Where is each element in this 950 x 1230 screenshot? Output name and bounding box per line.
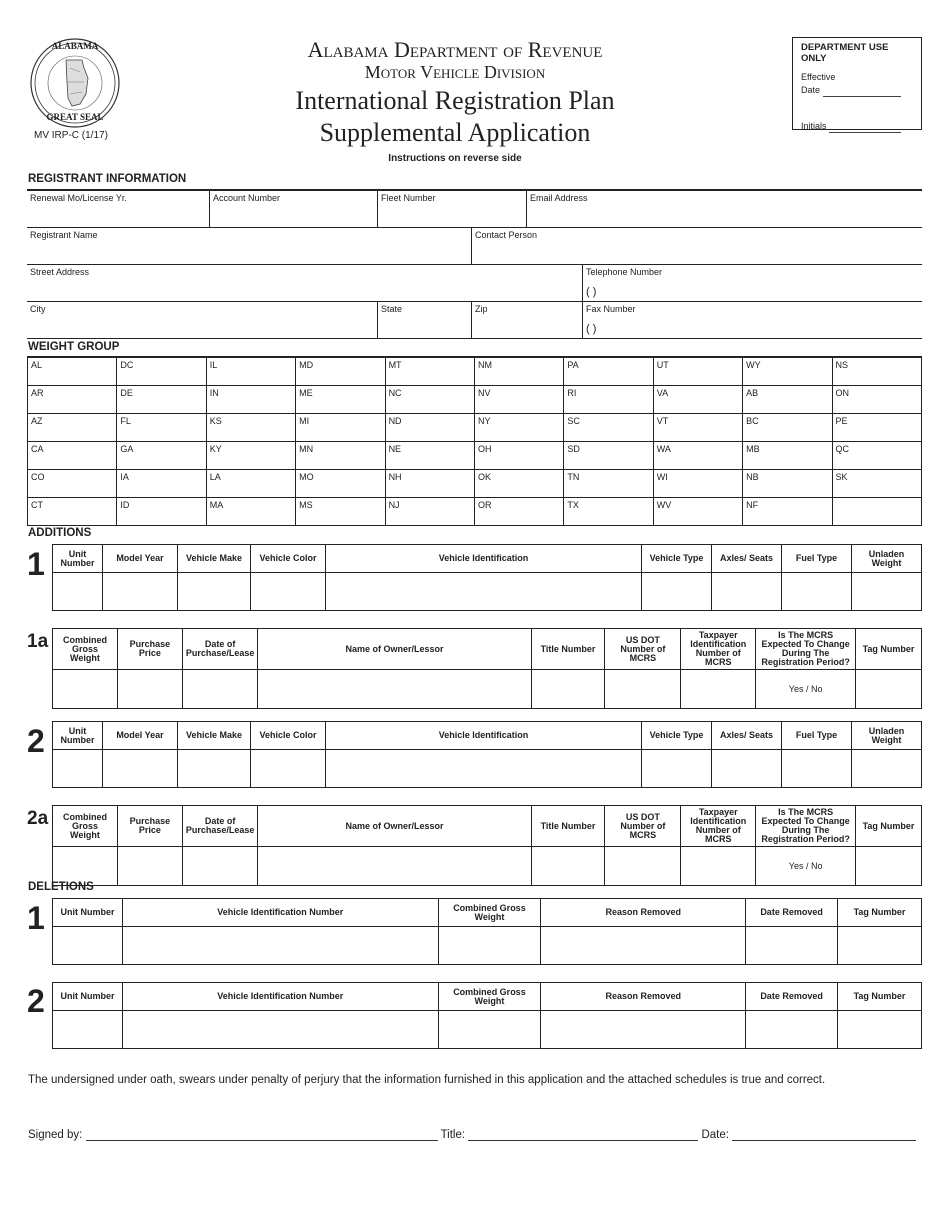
weight-group-cell[interactable]: WY xyxy=(743,358,832,386)
vehicle-column-header: Vehicle Type xyxy=(642,545,712,573)
vehicle-column-header: Axles/ Seats xyxy=(712,722,782,750)
city-label: City xyxy=(30,304,46,314)
street-address-field[interactable] xyxy=(27,264,583,302)
owner-input-cell[interactable] xyxy=(117,670,182,709)
weight-group-cell[interactable]: FL xyxy=(117,414,206,442)
deletions-section-title: DELETIONS xyxy=(28,881,94,893)
fleet-label: Fleet Number xyxy=(381,193,436,203)
city-field[interactable] xyxy=(27,301,378,339)
weight-group-cell[interactable]: MT xyxy=(385,358,474,386)
deletion-column-header: Tag Number xyxy=(838,899,922,927)
weight-group-cell[interactable]: TN xyxy=(564,470,653,498)
renewal-license-field[interactable] xyxy=(27,190,210,228)
deletion-input-cell[interactable] xyxy=(53,927,123,965)
vin-input-boxes[interactable] xyxy=(326,573,642,611)
vehicle-input-cell[interactable] xyxy=(642,573,712,611)
vehicle-column-header: Unit Number xyxy=(53,545,103,573)
owner-input-cell[interactable] xyxy=(856,847,922,886)
owner-input-cell[interactable] xyxy=(182,847,258,886)
weight-group-cell[interactable]: KS xyxy=(206,414,295,442)
deletion-column-header: Reason Removed xyxy=(541,899,746,927)
owner-column-header: Purchase Price xyxy=(117,629,182,670)
weight-group-cell[interactable]: OR xyxy=(474,498,563,526)
owner-input-cell[interactable] xyxy=(117,847,182,886)
vehicle-column-header: Unladen Weight xyxy=(852,722,922,750)
deletion-column-header: Vehicle Identification Number xyxy=(122,983,438,1011)
weight-group-cell[interactable]: SD xyxy=(564,442,653,470)
owner-input-cell[interactable] xyxy=(681,670,756,709)
deletion-input-cell[interactable] xyxy=(438,927,541,965)
deletion-input-cell[interactable] xyxy=(541,1011,746,1049)
weight-group-cell[interactable]: NH xyxy=(385,470,474,498)
owner-column-header: Is The MCRS Expected To Change During The Registration Period? xyxy=(756,806,856,847)
owner-column-header: Date of Purchase/Lease xyxy=(182,806,258,847)
owner-column-header: Combined Gross Weight xyxy=(53,806,118,847)
weight-group-cell[interactable]: MB xyxy=(743,442,832,470)
effective-label: Effective xyxy=(801,72,836,82)
owner-input-cell[interactable] xyxy=(258,847,531,886)
vehicle-input-cell[interactable] xyxy=(178,573,251,611)
weight-group-cell[interactable]: KY xyxy=(206,442,295,470)
owner-column-header: Title Number xyxy=(531,806,605,847)
weight-group-cell[interactable]: MO xyxy=(296,470,385,498)
weight-group-cell[interactable]: AB xyxy=(743,386,832,414)
vehicle-column-header: Vehicle Make xyxy=(178,722,251,750)
telephone-parens: ( ) xyxy=(586,286,597,298)
signed-by-label: Signed by: xyxy=(28,1129,83,1141)
addition-2-vehicle-table xyxy=(52,721,922,788)
form-title-line2: Supplemental Application xyxy=(319,118,591,147)
vehicle-column-header: Unit Number xyxy=(53,722,103,750)
owner-column-header: Is The MCRS Expected To Change During The Registration Period? xyxy=(756,629,856,670)
vehicle-input-cell[interactable] xyxy=(782,573,852,611)
weight-group-cell[interactable]: CT xyxy=(28,498,117,526)
owner-input-cell[interactable] xyxy=(605,847,681,886)
weight-group-cell[interactable]: RI xyxy=(564,386,653,414)
deletion-input-cell[interactable] xyxy=(438,1011,541,1049)
deletion-1-number: 1 xyxy=(27,900,45,936)
form-title-line1: International Registration Plan xyxy=(295,86,615,115)
weight-group-cell[interactable]: NE xyxy=(385,442,474,470)
weight-group-cell[interactable]: UT xyxy=(653,358,742,386)
weight-group-cell[interactable]: PE xyxy=(832,414,921,442)
vehicle-column-header: Vehicle Type xyxy=(642,722,712,750)
contact-person-field[interactable] xyxy=(471,227,922,265)
dept-date-label: Date xyxy=(801,85,821,95)
weight-group-cell[interactable]: OH xyxy=(474,442,563,470)
addition-1-number: 1 xyxy=(27,546,45,582)
vehicle-input-cell[interactable] xyxy=(852,750,922,788)
vehicle-column-header: Vehicle Identification xyxy=(326,545,642,573)
weight-group-cell[interactable]: ME xyxy=(296,386,385,414)
vin-input-boxes[interactable] xyxy=(122,1011,438,1049)
weight-group-cell[interactable]: CO xyxy=(28,470,117,498)
vehicle-input-cell[interactable] xyxy=(103,573,178,611)
weight-group-cell[interactable]: NV xyxy=(474,386,563,414)
addition-1-vehicle-table xyxy=(52,544,922,611)
weight-group-cell[interactable]: VT xyxy=(653,414,742,442)
weight-group-section-title: WEIGHT GROUP xyxy=(28,341,120,353)
registrant-name-field[interactable] xyxy=(27,227,472,265)
vin-input-boxes[interactable] xyxy=(326,750,642,788)
weight-group-cell[interactable]: NJ xyxy=(385,498,474,526)
vehicle-input-cell[interactable] xyxy=(712,573,782,611)
owner-input-cell[interactable] xyxy=(605,670,681,709)
weight-group-cell[interactable]: MN xyxy=(296,442,385,470)
deletion-column-header: Reason Removed xyxy=(541,983,746,1011)
owner-column-header: Date of Purchase/Lease xyxy=(182,629,258,670)
vehicle-column-header: Vehicle Make xyxy=(178,545,251,573)
weight-group-cell[interactable]: IL xyxy=(206,358,295,386)
deletion-input-cell[interactable] xyxy=(541,927,746,965)
weight-group-cell[interactable]: ID xyxy=(117,498,206,526)
vehicle-column-header: Vehicle Color xyxy=(251,545,326,573)
weight-group-row xyxy=(28,498,922,526)
initials-label: Initials xyxy=(801,121,827,131)
weight-group-cell[interactable]: WI xyxy=(653,470,742,498)
signature-line xyxy=(28,1129,916,1141)
street-label: Street Address xyxy=(30,267,90,277)
weight-group-cell[interactable]: QC xyxy=(832,442,921,470)
weight-group-row xyxy=(28,470,922,498)
owner-input-cell[interactable] xyxy=(531,847,605,886)
vehicle-input-cell[interactable] xyxy=(53,573,103,611)
deletion-input-cell[interactable] xyxy=(746,1011,838,1049)
account-label: Account Number xyxy=(213,193,281,203)
weight-group-cell[interactable] xyxy=(832,498,921,526)
fax-parens: ( ) xyxy=(586,323,597,335)
telephone-label: Telephone Number xyxy=(586,267,663,277)
account-number-field[interactable] xyxy=(209,190,378,228)
owner-input-cell[interactable] xyxy=(531,670,605,709)
deletion-input-cell[interactable] xyxy=(746,927,838,965)
vehicle-input-cell[interactable] xyxy=(642,750,712,788)
owner-column-header: Purchase Price xyxy=(117,806,182,847)
weight-group-cell[interactable]: BC xyxy=(743,414,832,442)
addition-2-number: 2 xyxy=(27,723,45,759)
weight-group-cell[interactable]: ON xyxy=(832,386,921,414)
addition-1a-owner-table xyxy=(52,628,922,709)
deletion-input-cell[interactable] xyxy=(838,927,922,965)
owner-column-header: Combined Gross Weight xyxy=(53,629,118,670)
weight-group-row xyxy=(28,442,922,470)
dept-use-heading: DEPARTMENT USE ONLY xyxy=(801,42,889,64)
initials-field[interactable] xyxy=(829,124,901,133)
seal-text-top: ALABAMA xyxy=(51,41,99,51)
owner-input-cell[interactable] xyxy=(258,670,531,709)
deletion-column-header: Date Removed xyxy=(746,983,838,1011)
weight-group-cell[interactable]: ND xyxy=(385,414,474,442)
mcrs-change-yes-no[interactable]: Yes / No xyxy=(756,670,856,709)
owner-column-header: Taxpayer Identification Number of MCRS xyxy=(681,806,756,847)
owner-column-header: Tag Number xyxy=(856,806,922,847)
weight-group-cell[interactable]: CA xyxy=(28,442,117,470)
deletion-input-cell[interactable] xyxy=(838,1011,922,1049)
weight-group-cell[interactable]: OK xyxy=(474,470,563,498)
title-field[interactable] xyxy=(468,1129,698,1141)
vehicle-column-header: Axles/ Seats xyxy=(712,545,782,573)
vehicle-column-header: Unladen Weight xyxy=(852,545,922,573)
vehicle-column-header: Fuel Type xyxy=(782,722,852,750)
weight-group-row xyxy=(28,414,922,442)
oath-statement: The undersigned under oath, swears under penalty of perjury that the information furnished in this application and the attached schedules is true and correct. xyxy=(28,1074,826,1086)
signed-by-field[interactable] xyxy=(86,1129,438,1141)
deletion-column-header: Date Removed xyxy=(746,899,838,927)
addition-2a-number: 2a xyxy=(27,808,49,829)
weight-group-cell[interactable]: NS xyxy=(832,358,921,386)
form-number: MV IRP-C (1/17) xyxy=(34,130,108,141)
vehicle-input-cell[interactable] xyxy=(782,750,852,788)
weight-group-table xyxy=(27,357,922,526)
deletion-1-table xyxy=(52,898,922,965)
fax-label: Fax Number xyxy=(586,304,636,314)
owner-input-cell[interactable] xyxy=(856,670,922,709)
weight-group-cell[interactable]: WA xyxy=(653,442,742,470)
vehicle-input-cell[interactable] xyxy=(712,750,782,788)
weight-group-cell[interactable]: PA xyxy=(564,358,653,386)
vehicle-input-cell[interactable] xyxy=(178,750,251,788)
dept-date-field[interactable] xyxy=(823,88,901,97)
weight-group-cell[interactable]: AL xyxy=(28,358,117,386)
additions-section-title: ADDITIONS xyxy=(28,527,92,539)
weight-group-cell[interactable]: DC xyxy=(117,358,206,386)
weight-group-cell[interactable]: NY xyxy=(474,414,563,442)
title-label: Title: xyxy=(440,1129,466,1141)
owner-column-header: US DOT Number of MCRS xyxy=(605,806,681,847)
weight-group-cell[interactable]: SC xyxy=(564,414,653,442)
instructions-note: Instructions on reverse side xyxy=(388,153,522,164)
owner-input-cell[interactable] xyxy=(53,670,118,709)
weight-group-cell[interactable]: NC xyxy=(385,386,474,414)
vehicle-column-header: Vehicle Identification xyxy=(326,722,642,750)
weight-group-cell[interactable]: NF xyxy=(743,498,832,526)
weight-group-cell[interactable]: MA xyxy=(206,498,295,526)
contact-label: Contact Person xyxy=(475,230,538,240)
vehicle-column-header: Vehicle Color xyxy=(251,722,326,750)
seal-text-bottom: GREAT SEAL xyxy=(46,112,104,122)
addition-1a-number: 1a xyxy=(27,631,49,652)
vin-input-boxes[interactable] xyxy=(122,927,438,965)
vehicle-input-cell[interactable] xyxy=(251,573,326,611)
division-name: Motor Vehicle Division xyxy=(364,62,546,82)
deletion-input-cell[interactable] xyxy=(53,1011,123,1049)
vehicle-input-cell[interactable] xyxy=(53,750,103,788)
owner-column-header: Title Number xyxy=(531,629,605,670)
vehicle-column-header: Fuel Type xyxy=(782,545,852,573)
weight-group-cell[interactable]: MD xyxy=(296,358,385,386)
vehicle-column-header: Model Year xyxy=(103,722,178,750)
deletion-column-header: Unit Number xyxy=(53,983,123,1011)
weight-group-row xyxy=(28,358,922,386)
owner-column-header: Taxpayer Identification Number of MCRS xyxy=(681,629,756,670)
vehicle-column-header: Model Year xyxy=(103,545,178,573)
weight-group-cell[interactable]: MI xyxy=(296,414,385,442)
vin-character-ticks xyxy=(341,573,626,581)
weight-group-cell[interactable]: DE xyxy=(117,386,206,414)
weight-group-cell[interactable]: VA xyxy=(653,386,742,414)
department-use-box xyxy=(792,37,922,130)
vin-character-ticks xyxy=(138,1011,423,1019)
fleet-number-field[interactable] xyxy=(377,190,527,228)
vehicle-input-cell[interactable] xyxy=(852,573,922,611)
weight-group-cell[interactable]: WV xyxy=(653,498,742,526)
weight-group-cell[interactable]: GA xyxy=(117,442,206,470)
weight-group-cell[interactable]: NM xyxy=(474,358,563,386)
mcrs-change-yes-no[interactable]: Yes / No xyxy=(756,847,856,886)
weight-group-cell[interactable]: AR xyxy=(28,386,117,414)
owner-column-header: US DOT Number of MCRS xyxy=(605,629,681,670)
weight-group-cell[interactable]: TX xyxy=(564,498,653,526)
deletion-column-header: Combined Gross Weight xyxy=(438,983,541,1011)
weight-group-cell[interactable]: NB xyxy=(743,470,832,498)
weight-group-cell[interactable]: LA xyxy=(206,470,295,498)
state-label: State xyxy=(381,304,403,314)
telephone-field[interactable] xyxy=(582,264,922,302)
registrant-section-title: REGISTRANT INFORMATION xyxy=(28,173,187,185)
owner-column-header: Tag Number xyxy=(856,629,922,670)
date-label: Date: xyxy=(701,1129,729,1141)
vehicle-input-cell[interactable] xyxy=(103,750,178,788)
deletion-column-header: Unit Number xyxy=(53,899,123,927)
owner-input-cell[interactable] xyxy=(182,670,258,709)
weight-group-cell[interactable]: SK xyxy=(832,470,921,498)
weight-group-cell[interactable]: AZ xyxy=(28,414,117,442)
weight-group-cell[interactable]: MS xyxy=(296,498,385,526)
state-field[interactable] xyxy=(377,301,472,339)
deletion-column-header: Vehicle Identification Number xyxy=(122,899,438,927)
deletion-column-header: Combined Gross Weight xyxy=(438,899,541,927)
deletion-2-number: 2 xyxy=(27,983,45,1019)
date-field[interactable] xyxy=(732,1129,916,1141)
owner-column-header: Name of Owner/Lessor xyxy=(258,806,531,847)
renewal-label: Renewal Mo/License Yr. xyxy=(30,193,127,203)
deletion-column-header: Tag Number xyxy=(838,983,922,1011)
agency-name: Alabama Department of Revenue xyxy=(307,37,603,62)
vehicle-input-cell[interactable] xyxy=(251,750,326,788)
deletion-2-table xyxy=(52,982,922,1049)
vin-character-ticks xyxy=(341,750,626,758)
zip-field[interactable] xyxy=(471,301,583,339)
owner-column-header: Name of Owner/Lessor xyxy=(258,629,531,670)
weight-group-cell[interactable]: IN xyxy=(206,386,295,414)
owner-input-cell[interactable] xyxy=(53,847,118,886)
zip-label: Zip xyxy=(475,304,488,314)
weight-group-row xyxy=(28,386,922,414)
email-label: Email Address xyxy=(530,193,588,203)
owner-input-cell[interactable] xyxy=(681,847,756,886)
email-field[interactable] xyxy=(526,190,922,228)
addition-2a-owner-table xyxy=(52,805,922,886)
vin-character-ticks xyxy=(138,927,423,935)
weight-group-cell[interactable]: IA xyxy=(117,470,206,498)
fax-field[interactable] xyxy=(582,301,922,339)
registrant-name-label: Registrant Name xyxy=(30,230,98,240)
